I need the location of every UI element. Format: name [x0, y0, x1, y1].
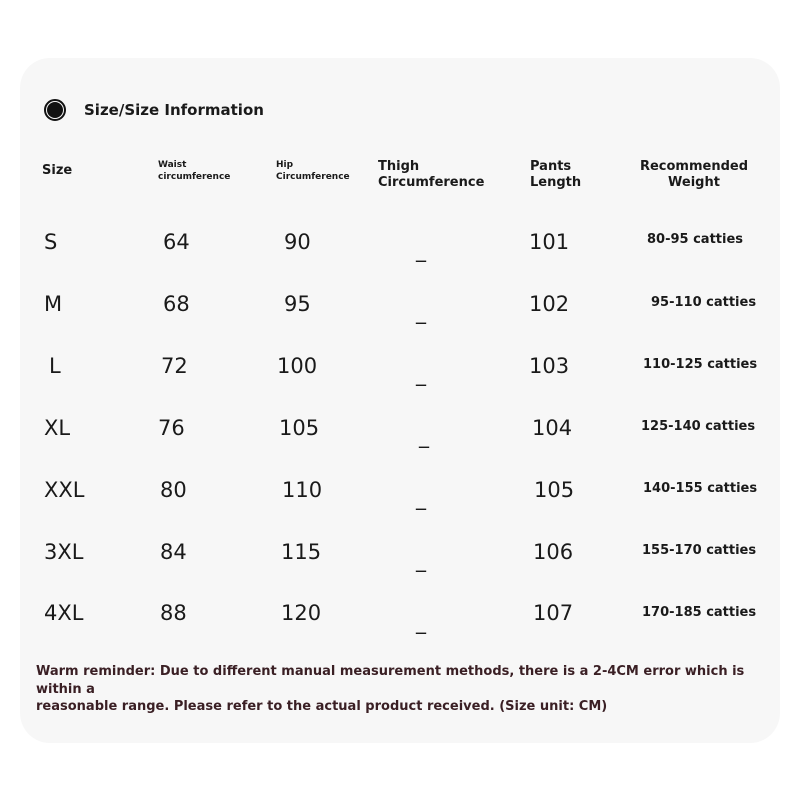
cell-weight: 80-95 catties	[647, 232, 744, 247]
cell-thigh: _	[419, 424, 429, 448]
cell-weight: 140-155 catties	[643, 481, 758, 496]
cell-thigh: _	[416, 486, 426, 510]
cell-size: L	[49, 354, 61, 378]
cell-length: 102	[529, 292, 570, 316]
cell-length: 107	[533, 601, 574, 625]
header-weight-line2: Weight	[668, 174, 720, 190]
cell-size: XL	[44, 416, 71, 440]
cell-weight: 170-185 catties	[642, 605, 757, 620]
cell-thigh: _	[416, 362, 426, 386]
cell-size: XXL	[44, 478, 85, 502]
cell-waist: 72	[161, 354, 188, 378]
cell-hip: 105	[279, 416, 320, 440]
header-thigh	[378, 159, 484, 190]
header-waist	[158, 160, 230, 183]
cell-waist: 84	[160, 540, 187, 564]
cell-hip: 100	[277, 354, 318, 378]
cell-size: 3XL	[44, 540, 84, 564]
cell-length: 104	[532, 416, 573, 440]
header-pants-line2: Length	[530, 174, 582, 190]
cell-size: S	[44, 230, 58, 254]
cell-waist: 80	[160, 478, 187, 502]
cell-thigh: _	[416, 300, 426, 324]
cell-weight: 155-170 catties	[642, 543, 757, 558]
cell-hip: 90	[284, 230, 311, 254]
cell-size: M	[44, 292, 63, 316]
cell-waist: 68	[163, 292, 190, 316]
header-thigh-line2: Circumference	[378, 174, 485, 190]
header-pants-line1: Pants	[530, 159, 572, 174]
cell-weight: 95-110 catties	[651, 295, 757, 310]
cell-length: 106	[533, 540, 574, 564]
cell-thigh: _	[416, 238, 426, 262]
header-thigh-line1: Thigh	[378, 159, 420, 174]
warm-reminder-note	[36, 663, 766, 716]
header-pants-length	[530, 159, 581, 190]
cell-weight: 110-125 catties	[643, 357, 758, 372]
cell-size: 4XL	[44, 601, 84, 625]
cell-length: 103	[529, 354, 570, 378]
section-header	[44, 95, 264, 125]
header-hip-line2: Circumference	[276, 171, 350, 182]
circle-bullet-icon	[44, 99, 66, 121]
header-weight-line1: Recommended	[639, 159, 749, 174]
cell-waist: 88	[160, 601, 187, 625]
cell-hip: 115	[281, 540, 322, 564]
cell-waist: 64	[163, 230, 190, 254]
cell-weight: 125-140 catties	[641, 419, 756, 434]
cell-length: 105	[534, 478, 575, 502]
cell-waist: 76	[158, 416, 185, 440]
header-hip-line1: Hip	[276, 160, 294, 170]
header-size: Size	[42, 163, 73, 178]
cell-hip: 120	[281, 601, 322, 625]
cell-thigh: _	[416, 548, 426, 572]
header-waist-line2: circumference	[158, 171, 231, 182]
note-line1: Warm reminder: Due to different manual measurement methods, there is a 2-4CM error which is within a	[36, 664, 745, 697]
cell-hip: 95	[284, 292, 311, 316]
section-title: Size/Size Information	[84, 101, 264, 119]
cell-thigh: _	[416, 610, 426, 634]
cell-hip: 110	[282, 478, 323, 502]
header-hip	[276, 160, 350, 183]
cell-length: 101	[529, 230, 570, 254]
note-line2: reasonable range. Please refer to the actual product received. (Size unit: CM)	[36, 699, 608, 715]
header-waist-line1: Waist	[158, 160, 187, 170]
header-weight	[636, 159, 752, 190]
